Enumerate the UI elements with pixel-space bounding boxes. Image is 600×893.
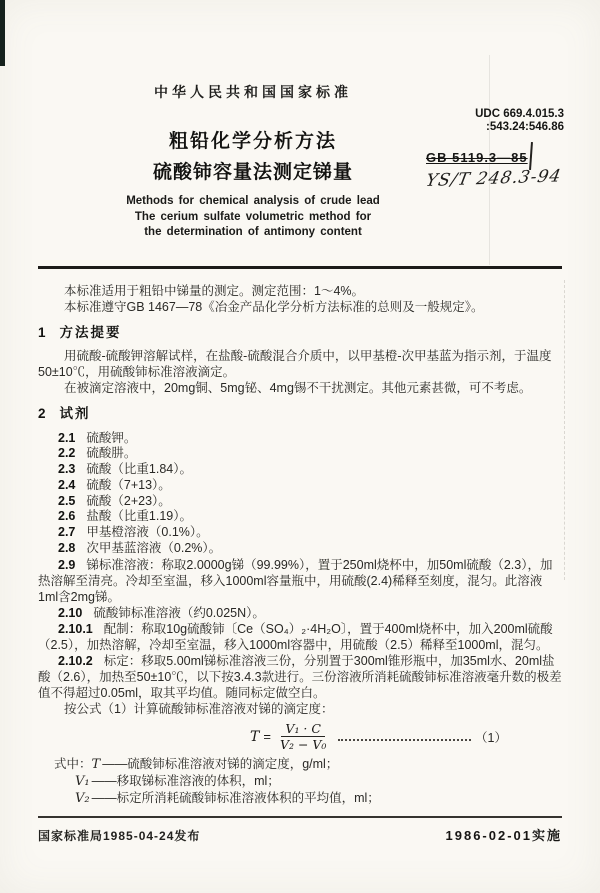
item-text: 硫酸钾。 [86, 430, 137, 445]
term-description: ——移取锑标准溶液的体积，ml； [91, 773, 280, 788]
formula-intro: 按公式（1）计算硫酸铈标准溶液对锑的滴定度： [64, 701, 334, 716]
item-number: 2.5 [58, 493, 76, 508]
item-text: 锑标准溶液：称取2.0000g锑（99.99%），置于250ml烧杯中，加50ml硫酸（2.3），加热溶解至清亮。冷却至室温，移入1000ml容量瓶中，用硫酸(2.4)稀释至刻度，混匀。此溶液1ml含2mg锑。 [38, 557, 553, 604]
issue-date: 国家标准局1985-04-24发布 [38, 828, 201, 843]
title-en-line2: The cerium sulfate volumetric method for [134, 210, 372, 223]
title-en-line3: the determination of antimony content [144, 226, 362, 238]
document-title-cn-line2: 硫酸铈容量法测定锑量 [152, 162, 353, 183]
item-text: 硫酸（7+13）。 [86, 477, 171, 492]
item-text: 硫酸（比重1.84）。 [86, 462, 192, 477]
reagent-item-2-3 [38, 462, 562, 478]
reagent-list [38, 431, 562, 557]
formula-lhs: T [250, 728, 260, 745]
reagent-paragraph-2-10-2 [38, 653, 562, 701]
item-number: 2.3 [58, 462, 76, 477]
section-2-number: 2 [38, 405, 46, 421]
term-description: ——标定所消耗硫酸铈标准溶液体积的平均值，ml； [91, 790, 380, 805]
formula-fraction [276, 722, 331, 751]
item-text: 盐酸（比重1.19）。 [86, 509, 192, 524]
method-summary-paragraph-2: 在被滴定溶液中，20mg铜、5mg铋、4mg锡不干扰测定。其他元素甚微，可不考虑。 [64, 380, 532, 395]
reagent-paragraph-2-10 [38, 605, 562, 621]
item-number: 2.4 [58, 477, 76, 492]
udc-code-line2: :543.24:546.86 [485, 121, 564, 133]
definition-V2 [38, 790, 562, 807]
classification-codes [426, 108, 564, 191]
item-text: 次甲基蓝溶液（0.2%）。 [86, 541, 222, 556]
item-text: 配制：称取10g硫酸铈〔Ce（SO₄）₂·4H₂O〕，置于400ml烧杯中，加入200ml硫酸（2.5），加热溶解，冷却至室温，移入1000ml容器中，用硫酸（2.5）稀释至1000ml，混匀。 [38, 621, 553, 652]
item-text: 甲基橙溶液（0.1%）。 [86, 525, 209, 540]
reagent-item-2-2 [38, 446, 562, 462]
symbol-definitions [38, 756, 562, 807]
section-1-number: 1 [38, 324, 46, 340]
reagent-paragraph-2-9 [38, 557, 562, 605]
dotted-leader [338, 739, 471, 741]
document-title-cn-line1: 粗铅化学分析方法 [168, 131, 337, 152]
section-1-title: 方法提要 [59, 324, 122, 340]
handwritten-standard-number: YS/T 248.3-94 [424, 166, 564, 191]
reagent-item-2-4 [38, 478, 562, 494]
definition-T [38, 756, 562, 773]
national-standard-label: 中华人民共和国国家标准 [154, 84, 352, 100]
item-number: 2.2 [58, 446, 76, 461]
document-title-en [38, 194, 468, 241]
item-number: 2.10 [58, 605, 83, 620]
item-text: 标定：移取5.00ml锑标准溶液三份，分别置于300ml锥形瓶中，加35ml水、20ml盐酸（2.6），加热至50±10℃，以下按3.4.3款进行。三份溶液所消耗硫酸铈标准溶液毫升数的极差值不得超过0.05ml，取其平均值。随同标定做空白。 [38, 653, 562, 700]
method-summary-paragraph-1: 用硫酸-硫酸钾溶解试样，在盐酸-硫酸混合介质中，以甲基橙-次甲基蓝为指示剂，于温度50±10℃，用硫酸铈标准溶液滴定。 [38, 348, 552, 379]
item-text: 硫酸（2+23）。 [86, 493, 171, 508]
item-text: 硫酸肼。 [86, 446, 137, 461]
formula-equals: = [263, 729, 271, 745]
item-text: 硫酸铈标准溶液（约0.025N）。 [93, 605, 265, 620]
reagent-paragraph-2-10-1 [38, 621, 562, 653]
compliance-paragraph: 本标准遵守GB 1467—78《冶金产品化学分析方法标准的总则及一般规定》。 [64, 299, 484, 314]
item-number: 2.6 [58, 509, 76, 524]
gb-standard-number: GB 5119.3—85 [426, 150, 528, 165]
term-symbol: V₁ [75, 773, 90, 789]
term-description: ——硫酸铈标准溶液对锑的滴定度，g/ml； [102, 756, 339, 771]
section-2-title: 试剂 [59, 405, 91, 421]
footer-divider-rule [38, 816, 562, 818]
formula-denominator: V₂ − V₀ [279, 737, 327, 753]
scope-paragraph: 本标准适用于粗铅中锑量的测定。测定范围：1～4%。 [64, 283, 365, 298]
item-number: 2.9 [58, 557, 76, 572]
term-symbol: T [91, 756, 101, 772]
header-divider-rule [38, 266, 562, 269]
reagent-item-2-7 [38, 525, 562, 541]
where-label: 式中： [54, 756, 92, 771]
implementation-date: 1986-02-01实施 [445, 827, 562, 843]
reagent-item-2-8 [38, 541, 562, 557]
item-number: 2.7 [58, 525, 76, 540]
reagent-item-2-6 [38, 509, 562, 525]
footer [38, 825, 562, 844]
udc-code-line1: UDC 669.4.015.3 [475, 108, 564, 120]
item-number: 2.1 [58, 430, 76, 445]
item-number: 2.10.1 [58, 621, 93, 636]
item-number: 2.10.2 [58, 653, 93, 668]
reagent-item-2-5 [38, 494, 562, 510]
title-en-line1: Methods for chemical analysis of crude lead [126, 195, 380, 207]
section-1-heading [38, 325, 562, 341]
item-number: 2.8 [58, 541, 76, 556]
definition-V1 [38, 773, 562, 790]
term-symbol: V₂ [75, 790, 90, 806]
reagent-item-2-1 [38, 431, 562, 447]
formula-1 [38, 720, 507, 754]
formula-number-label: （1） [475, 730, 507, 745]
section-2-heading [38, 406, 562, 422]
formula-numerator: V₁ · C [281, 722, 325, 737]
